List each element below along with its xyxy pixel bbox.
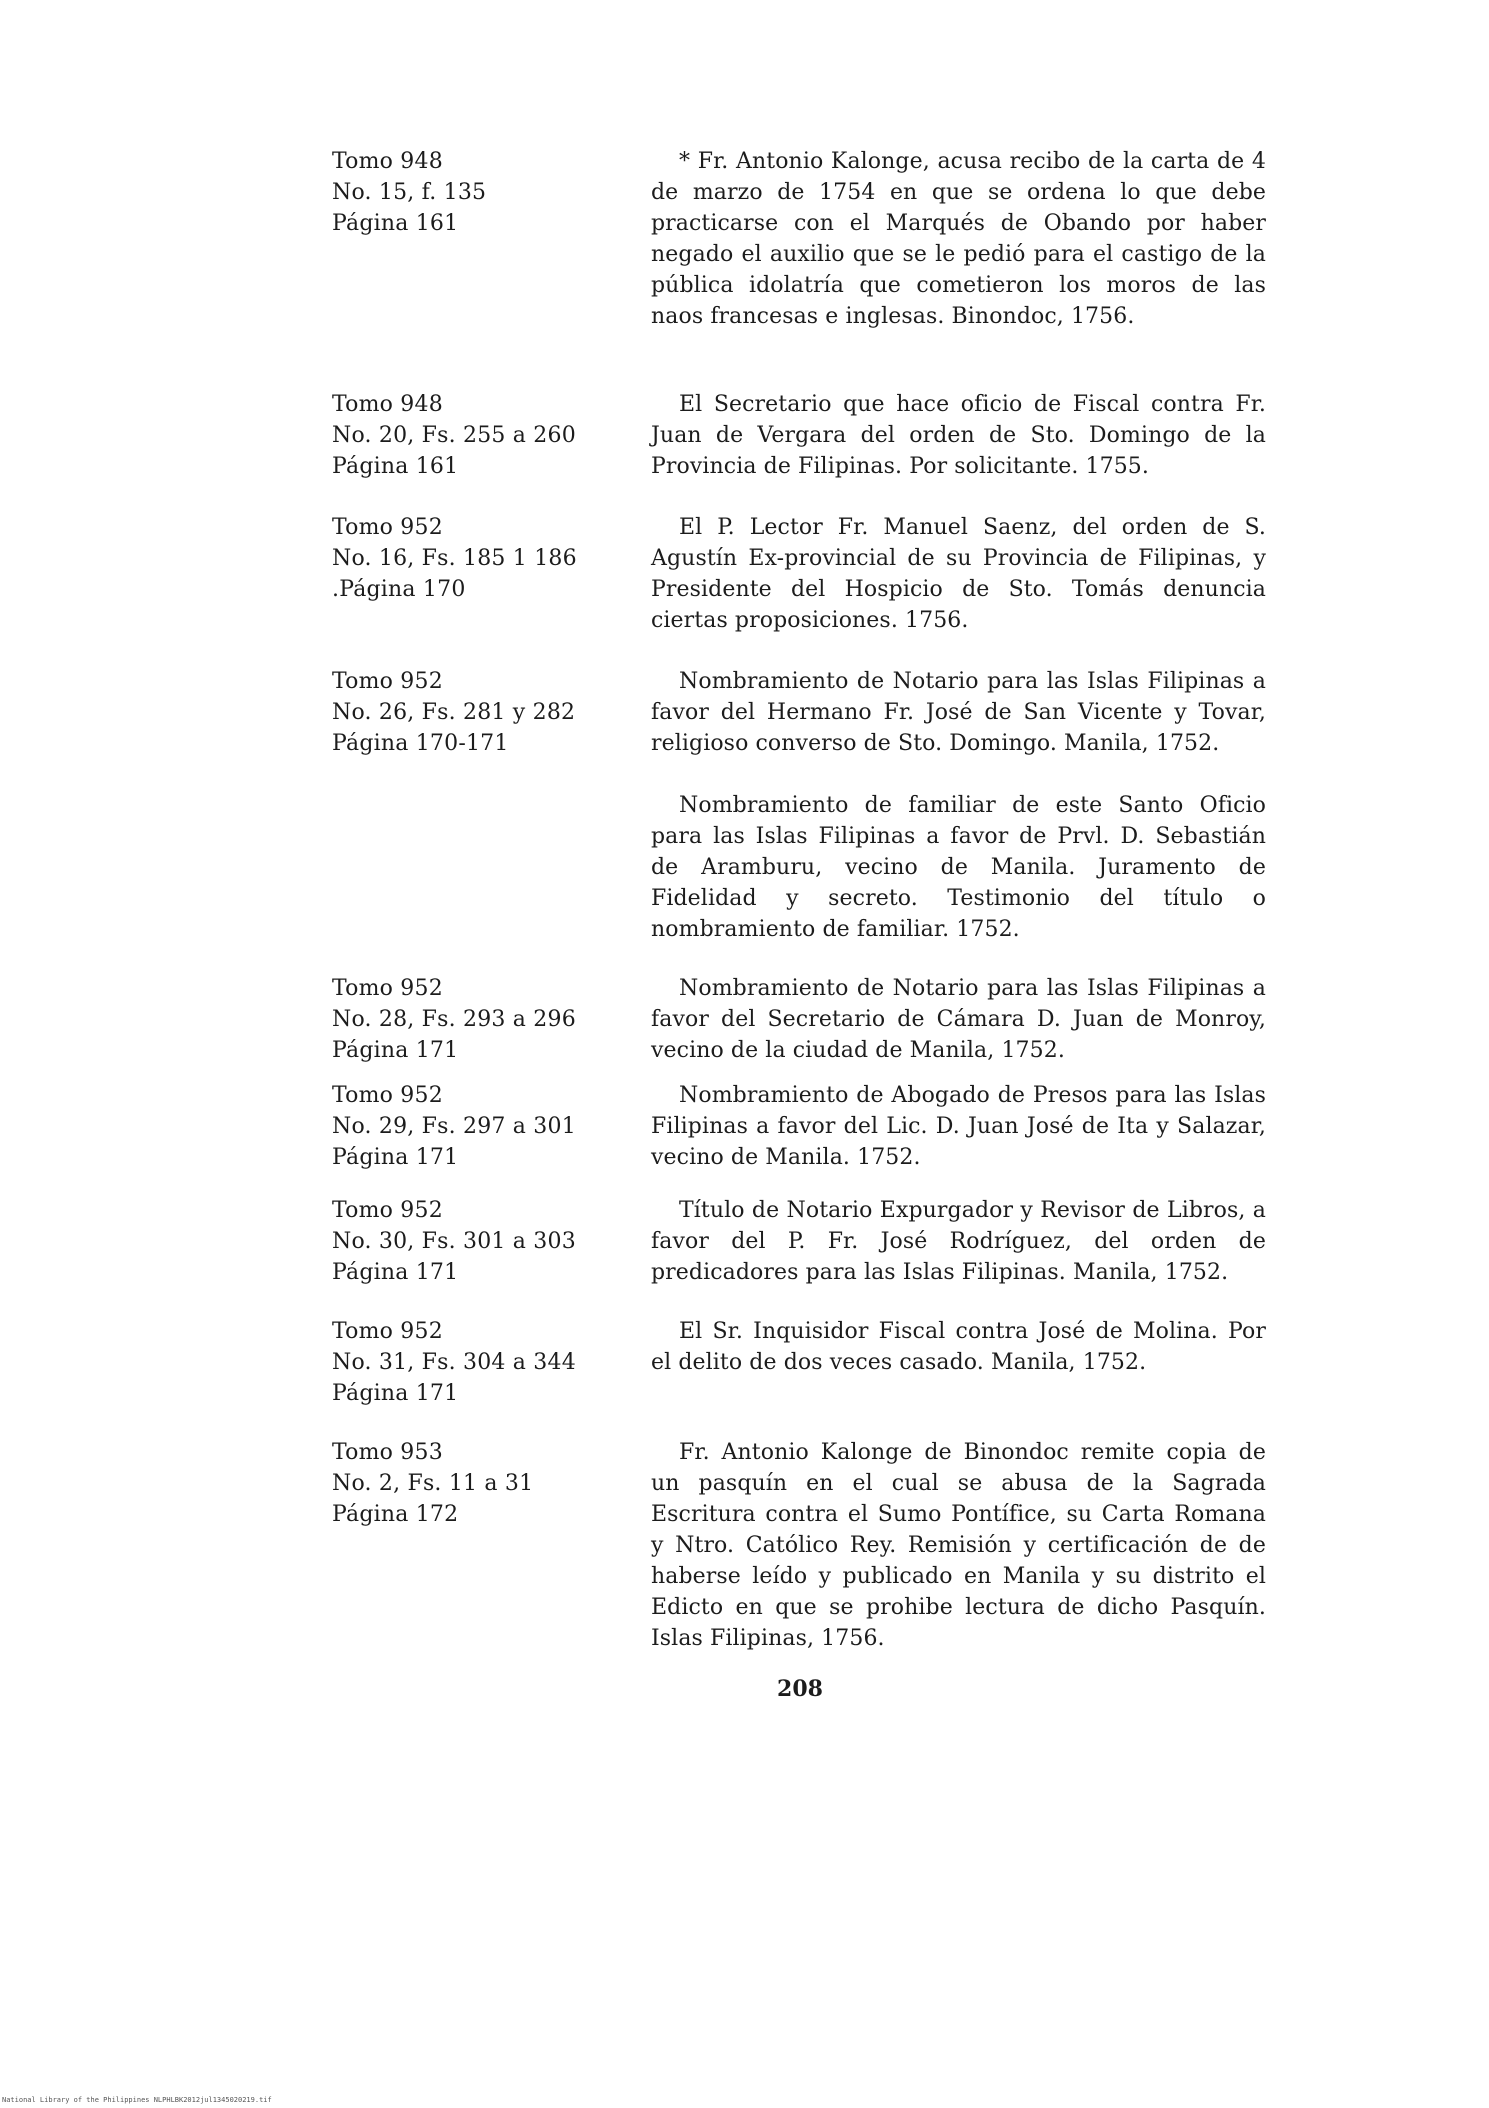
reference-block [332,1437,632,1530]
tomo-line: Tomo 952 [332,515,443,540]
folio-line: No. 28, Fs. 293 a 296 [332,1007,576,1032]
tomo-line: Tomo 948 [332,392,443,417]
entry-description: El P. Lector Fr. Manuel Saenz, del orden de S. Agustín Ex-provincial de su Provincia de Filipinas, y Presidente del Hospicio de Sto. Tomás denuncia ciertas proposiciones. 1756. [651,515,1266,633]
reference-block [332,666,632,759]
entry-description: El Secretario que hace oficio de Fiscal contra Fr. Juan de Vergara del orden de Sto. Domingo de la Provincia de Filipinas. Por solicitante. 1755. [651,392,1266,479]
folio-line: No. 26, Fs. 281 y 282 [332,700,576,725]
pagina-line: Página 171 [332,1381,459,1406]
tomo-line: Tomo 952 [332,1083,443,1108]
tomo-line: Tomo 952 [332,976,443,1001]
reference-block [332,1195,632,1288]
folio-line: No. 2, Fs. 11 a 31 [332,1471,534,1496]
reference-block [332,512,632,605]
folio-line: No. 16, Fs. 185 1 186 [332,546,577,571]
reference-block [332,146,632,239]
folio-line: No. 15, f. 135 [332,180,487,205]
entry-description: El Sr. Inquisidor Fiscal contra José de Molina. Por el delito de dos veces casado. Manila, 1752. [651,1319,1266,1375]
tomo-line: Tomo 948 [332,149,443,174]
entry-description: Nombramiento de Notario para las Islas Filipinas a favor del Hermano Fr. José de San Vicente y Tovar, religioso converso de Sto. Domingo. Manila, 1752. [651,669,1266,756]
pagina-line: Página 171 [332,1260,459,1285]
entry-description: Nombramiento de Notario para las Islas Filipinas a favor del Secretario de Cámara D. Juan de Monroy, vecino de la ciudad de Manila, 1752. [651,976,1266,1063]
pagina-line: Página 161 [332,211,459,236]
entry-description: * Fr. Antonio Kalonge, acusa recibo de la carta de 4 de marzo de 1754 en que se ordena lo que debe practicarse con el Marqués de Obando por haber negado el auxilio que se le pedió para el castigo de la pública idolatría que cometieron los moros de las naos francesas e inglesas. Binondoc, 1756. [651,149,1266,329]
entry-description: Nombramiento de Abogado de Presos para las Islas Filipinas a favor del Lic. D. Juan José de Ita y Salazar, vecino de Manila. 1752. [651,1083,1266,1170]
reference-block [332,1080,632,1173]
tomo-line: Tomo 952 [332,669,443,694]
reference-block [332,973,632,1066]
entry-description-continued: Nombramiento de familiar de este Santo Oficio para las Islas Filipinas a favor de Prvl. D. Sebastián de Aramburu, vecino de Manila. Juramento de Fidelidad y secreto. Testimonio del título o nombramiento de familiar. 1752. [651,793,1266,942]
pagina-line: Página 171 [332,1145,459,1170]
reference-block [332,389,632,482]
folio-line: No. 29, Fs. 297 a 301 [332,1114,576,1139]
entry-description: Título de Notario Expurgador y Revisor de Libros, a favor del P. Fr. José Rodríguez, del orden de predicadores para las Islas Filipinas. Manila, 1752. [651,1198,1266,1285]
pagina-line: Página 172 [332,1502,459,1527]
tomo-line: Tomo 953 [332,1440,443,1465]
tomo-line: Tomo 952 [332,1319,443,1344]
tomo-line: Tomo 952 [332,1198,443,1223]
entry-description: Fr. Antonio Kalonge de Binondoc remite copia de un pasquín en el cual se abusa de la Sagrada Escritura contra el Sumo Pontífice, su Carta Romana y Ntro. Católico Rey. Remisión y certificación de de haberse leído y publicado en Manila y su distrito el Edicto en que se prohibe lectura de dicho Pasquín. Islas Filipinas, 1756. [651,1440,1266,1651]
pagina-line: Página 161 [332,454,459,479]
pagina-line: .Página 170 [332,577,466,602]
folio-line: No. 20, Fs. 255 a 260 [332,423,576,448]
reference-block [332,1316,632,1409]
folio-line: No. 30, Fs. 301 a 303 [332,1229,576,1254]
folio-line: No. 31, Fs. 304 a 344 [332,1350,576,1375]
pagina-line: Página 171 [332,1038,459,1063]
scan-footer: National Library of the Philippines NLPHLBK2012jul1345020219.tif [2,2096,272,2104]
page-number: 208 [777,1676,823,1702]
pagina-line: Página 170-171 [332,731,509,756]
